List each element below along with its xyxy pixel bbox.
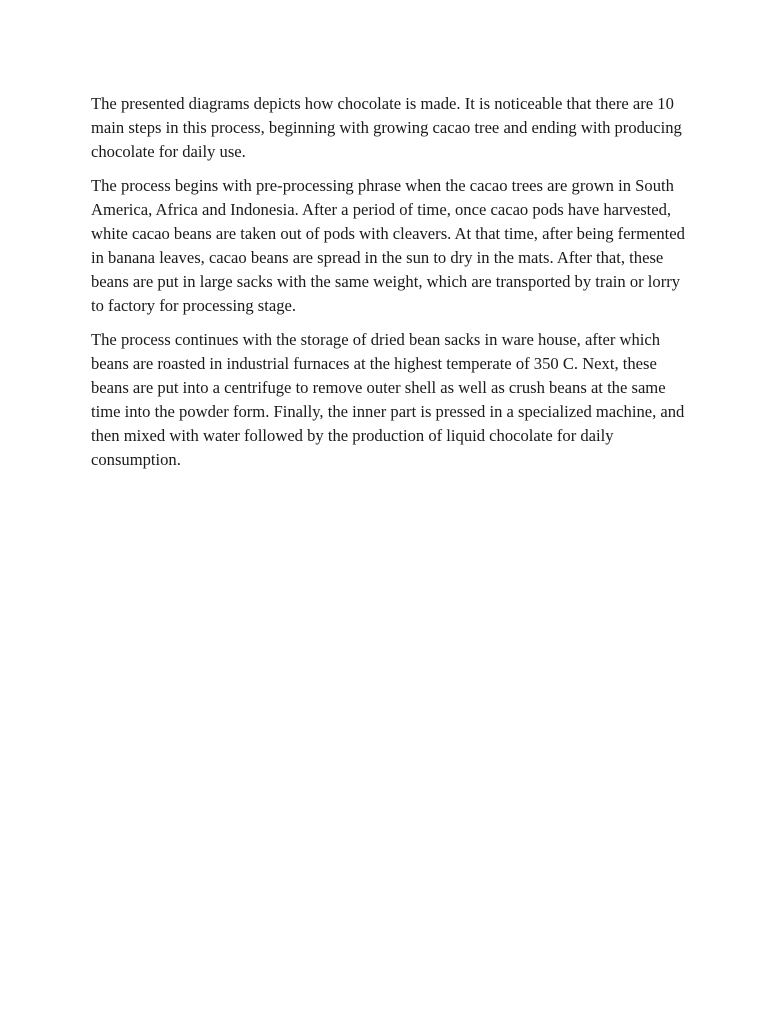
paragraph-processing: The process continues with the storage of dried bean sacks in ware house, after which beans are roasted in industrial furnaces at the highest temperate of 350 C. Next, these beans are put into a centrifuge to remove outer shell as well as crush beans at the same time into the powder form. Finally, the inner part is pressed in a specialized machine, and then mixed with water followed by the production of liquid chocolate for daily consumption. — [91, 330, 685, 469]
paragraph-pre-processing: The process begins with pre-processing phrase when the cacao trees are grown in South America, Africa and Indonesia. After a period of time, once cacao pods have harvested, white cacao beans are taken out of pods with cleavers. At that time, after being fermented in banana leaves, cacao beans are spread in the sun to dry in the mats. After that, these beans are put in large sacks with the same weight, which are transported by train or lorry to factory for processing stage. — [91, 176, 685, 315]
document-body — [91, 92, 687, 482]
paragraph-intro: The presented diagrams depicts how chocolate is made. It is noticeable that there are 10 main steps in this process, beginning with growing cacao tree and ending with producing chocolate for daily use. — [91, 94, 682, 161]
